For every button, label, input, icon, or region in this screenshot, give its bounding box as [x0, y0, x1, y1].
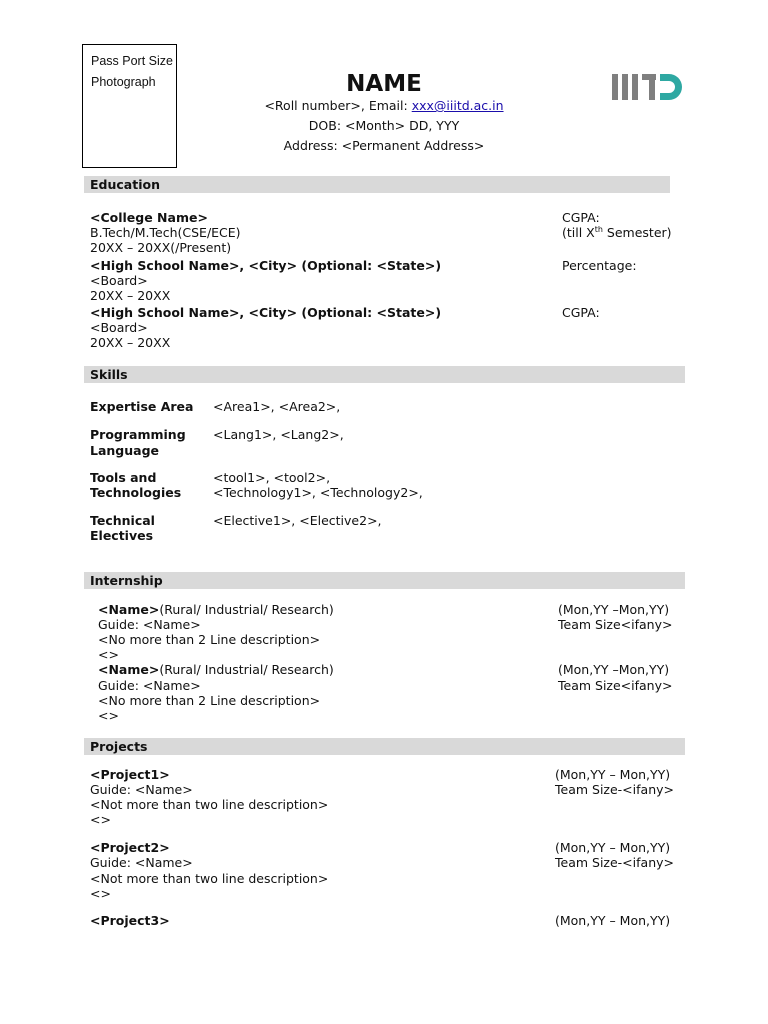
- photo-label-line2: Photograph: [91, 75, 156, 89]
- project-3-title: <Project3>: [90, 913, 170, 928]
- skill-value-tools: <tool1>, <tool2>,: [213, 470, 331, 485]
- project-1-extra: <>: [90, 812, 111, 827]
- internship-2-description: <No more than 2 Line description>: [98, 693, 321, 708]
- skill-label-electives-2: Electives: [90, 528, 154, 543]
- project-2-extra: <>: [90, 886, 111, 901]
- college-cgpa-label: CGPA:: [562, 210, 600, 225]
- skill-label-tools-1: Tools and: [90, 470, 157, 485]
- internship-2-extra: <>: [98, 708, 119, 723]
- project-1-title: <Project1>: [90, 767, 170, 782]
- skill-value-electives: <Elective1>, <Elective2>,: [213, 513, 382, 528]
- skill-value-technologies: <Technology1>, <Technology2>,: [213, 485, 423, 500]
- internship-2-guide: Guide: <Name>: [98, 678, 201, 693]
- address-line: Address: <Permanent Address>: [283, 138, 485, 153]
- high-school-1-percentage-label: Percentage:: [562, 258, 637, 273]
- section-header-education: Education: [84, 176, 670, 193]
- project-3-dates: (Mon,YY – Mon,YY): [555, 913, 671, 928]
- skill-value-expertise: <Area1>, <Area2>,: [213, 399, 341, 414]
- internship-1-type: (Rural/ Industrial/ Research): [159, 602, 334, 617]
- project-2-title: <Project2>: [90, 840, 170, 855]
- college-name: <College Name>: [90, 210, 208, 225]
- skill-label-electives-1: Technical: [90, 513, 155, 528]
- high-school-2-cgpa-label: CGPA:: [562, 305, 600, 320]
- photo-label-line1: Pass Port Size: [91, 54, 173, 68]
- college-degree: B.Tech/M.Tech(CSE/ECE): [90, 225, 241, 240]
- passport-photo-placeholder: [82, 44, 177, 168]
- high-school-1-name: <High School Name>, <City> (Optional: <State>): [90, 258, 442, 273]
- skill-label-programming-1: Programming: [90, 427, 186, 442]
- project-1-description: <Not more than two line description>: [90, 797, 329, 812]
- project-1-team-size: Team Size-<ifany>: [555, 782, 674, 797]
- iiitd-logo-icon: [611, 72, 685, 102]
- internship-2-dates: (Mon,YY –Mon,YY): [558, 662, 670, 677]
- internship-2-name: <Name>: [98, 662, 160, 677]
- high-school-2-years: 20XX – 20XX: [90, 335, 171, 350]
- semester-note-sup: th: [594, 224, 603, 234]
- dob-line: DOB: <Month> DD, YYY: [308, 118, 460, 133]
- email-link[interactable]: xxx@iiitd.ac.in: [411, 98, 504, 113]
- project-2-team-size: Team Size-<ifany>: [555, 855, 674, 870]
- roll-number-text: <Roll number>, Email:: [264, 98, 412, 113]
- skill-label-programming-2: Language: [90, 443, 160, 458]
- candidate-name: NAME: [346, 71, 422, 97]
- internship-1-team-size: Team Size<ifany>: [558, 617, 673, 632]
- internship-1-description: <No more than 2 Line description>: [98, 632, 321, 647]
- internship-1-guide: Guide: <Name>: [98, 617, 201, 632]
- project-1-guide: Guide: <Name>: [90, 782, 193, 797]
- section-header-skills: Skills: [84, 366, 685, 383]
- skill-value-programming: <Lang1>, <Lang2>,: [213, 427, 344, 442]
- internship-2-heading: [98, 662, 334, 677]
- section-header-internship: Internship: [84, 572, 685, 589]
- internship-1-name: <Name>: [98, 602, 160, 617]
- skill-label-expertise: Expertise Area: [90, 399, 194, 414]
- high-school-1-board: <Board>: [90, 273, 148, 288]
- semester-note-post: Semester): [602, 225, 672, 240]
- project-2-dates: (Mon,YY – Mon,YY): [555, 840, 671, 855]
- high-school-2-name: <High School Name>, <City> (Optional: <State>): [90, 305, 442, 320]
- semester-note-pre: (till X: [562, 225, 595, 240]
- internship-1-dates: (Mon,YY –Mon,YY): [558, 602, 670, 617]
- project-2-description: <Not more than two line description>: [90, 871, 329, 886]
- internship-2-team-size: Team Size<ifany>: [558, 678, 673, 693]
- skill-label-tools-2: Technologies: [90, 485, 182, 500]
- project-2-guide: Guide: <Name>: [90, 855, 193, 870]
- high-school-1-years: 20XX – 20XX: [90, 288, 171, 303]
- high-school-2-board: <Board>: [90, 320, 148, 335]
- internship-2-type: (Rural/ Industrial/ Research): [159, 662, 334, 677]
- internship-1-heading: [98, 602, 334, 617]
- roll-email-line: [234, 98, 534, 113]
- project-1-dates: (Mon,YY – Mon,YY): [555, 767, 671, 782]
- college-semester-note: [562, 225, 672, 240]
- section-header-projects: Projects: [84, 738, 685, 755]
- college-years: 20XX – 20XX(/Present): [90, 240, 232, 255]
- internship-1-extra: <>: [98, 647, 119, 662]
